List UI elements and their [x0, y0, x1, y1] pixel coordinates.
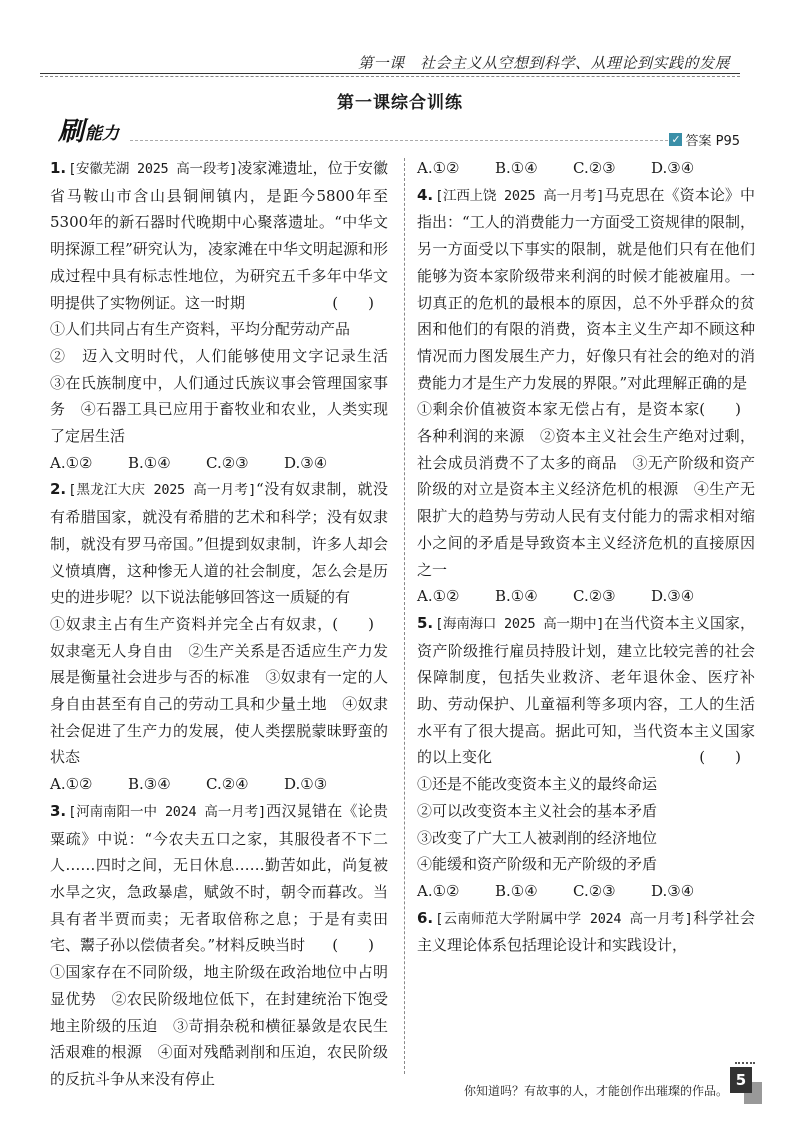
answer-choices — [417, 878, 755, 905]
answer-reference — [669, 130, 740, 149]
choice-c[interactable]: C.②③ — [573, 159, 616, 177]
question-source: [ 云南师范大学附属中学 2024 高一月考 ] — [435, 911, 692, 927]
question-number: 2. — [50, 480, 67, 499]
page-number: 5 — [730, 1067, 752, 1093]
answer-choices-q3 — [417, 155, 755, 182]
choice-b[interactable]: B.①④ — [495, 587, 538, 606]
question-source: [ 江西上饶 2025 高一月考 ] — [435, 188, 604, 204]
question-2 — [50, 476, 388, 797]
option-line: ①奴隶主占有生产资料并完全占有奴隶，奴隶毫无人身自由 ②生产关系是否适应生产力发展是衡量社会进步与否的标准 ③奴隶有一定的人身自由甚至有自己的劳动工具和少量土地 ④奴隶社会促进了生产力的发展，使人类摆脱蒙昧野蛮的状态 — [50, 614, 388, 767]
choice-a[interactable]: A.①② — [417, 159, 460, 177]
column-divider — [404, 158, 405, 1074]
choice-c[interactable]: C.②③ — [573, 587, 616, 606]
badge-small-text: 能力 — [85, 124, 120, 144]
question-6 — [417, 905, 755, 959]
choice-b[interactable]: B.①④ — [495, 881, 538, 900]
left-column — [50, 155, 404, 1093]
choice-c[interactable]: C.②③ — [206, 453, 249, 472]
option-line: ①人们共同占有生产资料，平均分配劳动产品 — [50, 320, 351, 339]
option-line: ②可以改变资本主义社会的基本矛盾 — [417, 801, 658, 820]
question-5 — [417, 610, 755, 905]
question-stem: 西汉晁错在《论贵粟疏》中说：“今农夫五口之家，其服役者不下二人……四时之间，无日休息……勤苦如此，尚复被水旱之灾，急政暴虐，赋敛不时，朝令而暮改。当具有者半贾而卖；无者取倍称之息；于是有卖田宅、鬻子孙以偿债者矣。”材料反映当时 — [50, 801, 388, 955]
answer-blank[interactable]: ( ) — [699, 748, 741, 767]
choice-a[interactable]: A.①② — [50, 775, 93, 794]
option-line: ①国家存在不同阶级，地主阶级在政治地位中占明显优势 ②农民阶级地位低下，在封建统治下饱受地主阶级的压迫 ③苛捐杂税和横征暴敛是农民生活艰难的根源 ④面对残酷剥削和压迫，农民阶级的反抗斗争从来没有停止 — [50, 963, 388, 1088]
choice-b[interactable]: B.①④ — [495, 159, 538, 177]
answer-choices — [50, 771, 388, 798]
question-number: 6. — [417, 908, 434, 927]
option-line: ② 迈入文明时代，人们能够使用文字记录生活 ③在氏族制度中，人们通过氏族议事会管理国家事务 ④石器工具已应用于畜牧业和农业，人类实现了定居生活 — [50, 346, 404, 446]
option-line: ④能缓和资产阶级和无产阶级的矛盾 — [417, 855, 658, 874]
question-stem: 科学社会主义理论体系包括理论设计和实践设计， — [417, 908, 755, 955]
question-source: [ 海南海口 2025 高一期中 ] — [435, 616, 604, 632]
question-stem: 凌家滩遗址，位于安徽省马鞍山市含山县铜闸镇内，是距今5800年至5300年的新石器时代晚期中心聚落遗址。“中华文明探源工程”研究认为，凌家滩在中华文明起源和形成过程中具有标志性地位，为研究五千多年中华文明提供了实物例证。这一时期 — [50, 159, 388, 312]
choice-d[interactable]: D.③④ — [284, 453, 328, 472]
answer-choices — [50, 450, 388, 477]
question-stem: 在当代资本主义国家，资产阶级推行雇员持股计划，建立比较完善的社会保障制度，包括失业救济、老年退休金、医疗补助、劳动保护、儿童福利等多项内容，工人的生活水平有了很大提高。据此可知，当代资本主义国家的以上变化 — [417, 613, 755, 767]
option-line: ①还是不能改变资本主义的最终命运 — [417, 775, 658, 794]
header-rule — [40, 73, 740, 74]
question-number: 1. — [50, 159, 67, 177]
footer-quote: 你知道吗？有故事的人，才能创作出璀璨的作品。 — [463, 1084, 728, 1098]
question-3 — [50, 798, 388, 1093]
option-line: ③改变了广大工人被剥削的经济地位 — [417, 828, 658, 847]
question-number: 5. — [417, 613, 434, 632]
checkmark-icon: ✓ — [671, 133, 681, 146]
answer-blank[interactable]: ( ) — [332, 614, 374, 633]
question-source: [ 安徽芜湖 2025 高一段考 ] — [68, 161, 237, 177]
choice-d[interactable]: D.③④ — [651, 159, 695, 177]
question-1 — [50, 155, 404, 476]
choice-b[interactable]: B.①④ — [128, 453, 171, 472]
choice-d[interactable]: D.①③ — [284, 775, 328, 794]
answer-ref-text: 答案 P95 — [685, 134, 740, 149]
right-column — [417, 155, 755, 959]
section-badge — [58, 117, 119, 147]
question-stem: “没有奴隶制，就没有希腊国家，就没有希腊的艺术和科学；没有奴隶制，就没有罗马帝国。”但提到奴隶制，许多人却会义愤填膺，这种惨无人道的社会制度，怎么会是历史的进步呢？以下说法能够回答这一质疑的有 — [50, 480, 388, 607]
answer-choices — [417, 583, 755, 610]
question-number: 3. — [50, 801, 67, 820]
choice-a[interactable]: A.①② — [417, 587, 460, 606]
question-source: [ 河南南阳一中 2024 高一月考 ] — [68, 804, 266, 820]
choice-d[interactable]: D.③④ — [651, 587, 695, 606]
section-dashed-line — [130, 140, 678, 141]
question-stem: 马克思在《资本论》中指出：“工人的消费能力一方面受工资规律的限制，另一方面受以下事实的限制，就是他们只有在他们能够为资本家阶级带来利润的时候才能被雇用。一切真正的危机的最根本的原因，总不外乎群众的贫困和他们的有限的消费，资本主义生产却不顾这种情况而力图发展生产力，好像只有社会的绝对的消费能力才是生产力发展的界限。”对此理解正确的是 — [417, 185, 755, 392]
answer-blank[interactable]: ( ) — [699, 400, 741, 419]
header-dashed-rule — [40, 76, 740, 77]
choice-c[interactable]: C.②③ — [573, 881, 616, 900]
answer-blank[interactable]: ( ) — [332, 293, 374, 312]
badge-big-char: 刷 — [58, 117, 85, 147]
choice-d[interactable]: D.③④ — [651, 881, 695, 900]
choice-c[interactable]: C.②④ — [206, 775, 249, 794]
running-title: 第一课 社会主义从空想到科学、从理论到实践的发展 — [357, 54, 730, 72]
footer-dotted-line — [735, 1062, 755, 1064]
choice-a[interactable]: A.①② — [417, 881, 460, 900]
choice-a[interactable]: A.①② — [50, 453, 93, 472]
question-source: [ 黑龙江大庆 2025 高一月考 ] — [68, 482, 256, 498]
option-line: ①剩余价值被资本家无偿占有，是资本家各种利润的来源 ②资本主义社会生产绝对过剩，社会成员消费不了太多的商品 ③无产阶级和资产阶级的对立是资本主义经济危机的根源 ④生产无限扩大的趋势与劳动人民有支付能力的需求相对缩小之间的矛盾是导致资本主义经济危机的直接原因之一 — [417, 400, 755, 579]
page-title: 第一课综合训练 — [337, 93, 463, 113]
question-4 — [417, 182, 755, 610]
question-number: 4. — [417, 185, 434, 204]
answer-blank[interactable]: ( ) — [332, 936, 374, 955]
choice-b[interactable]: B.③④ — [128, 775, 171, 794]
